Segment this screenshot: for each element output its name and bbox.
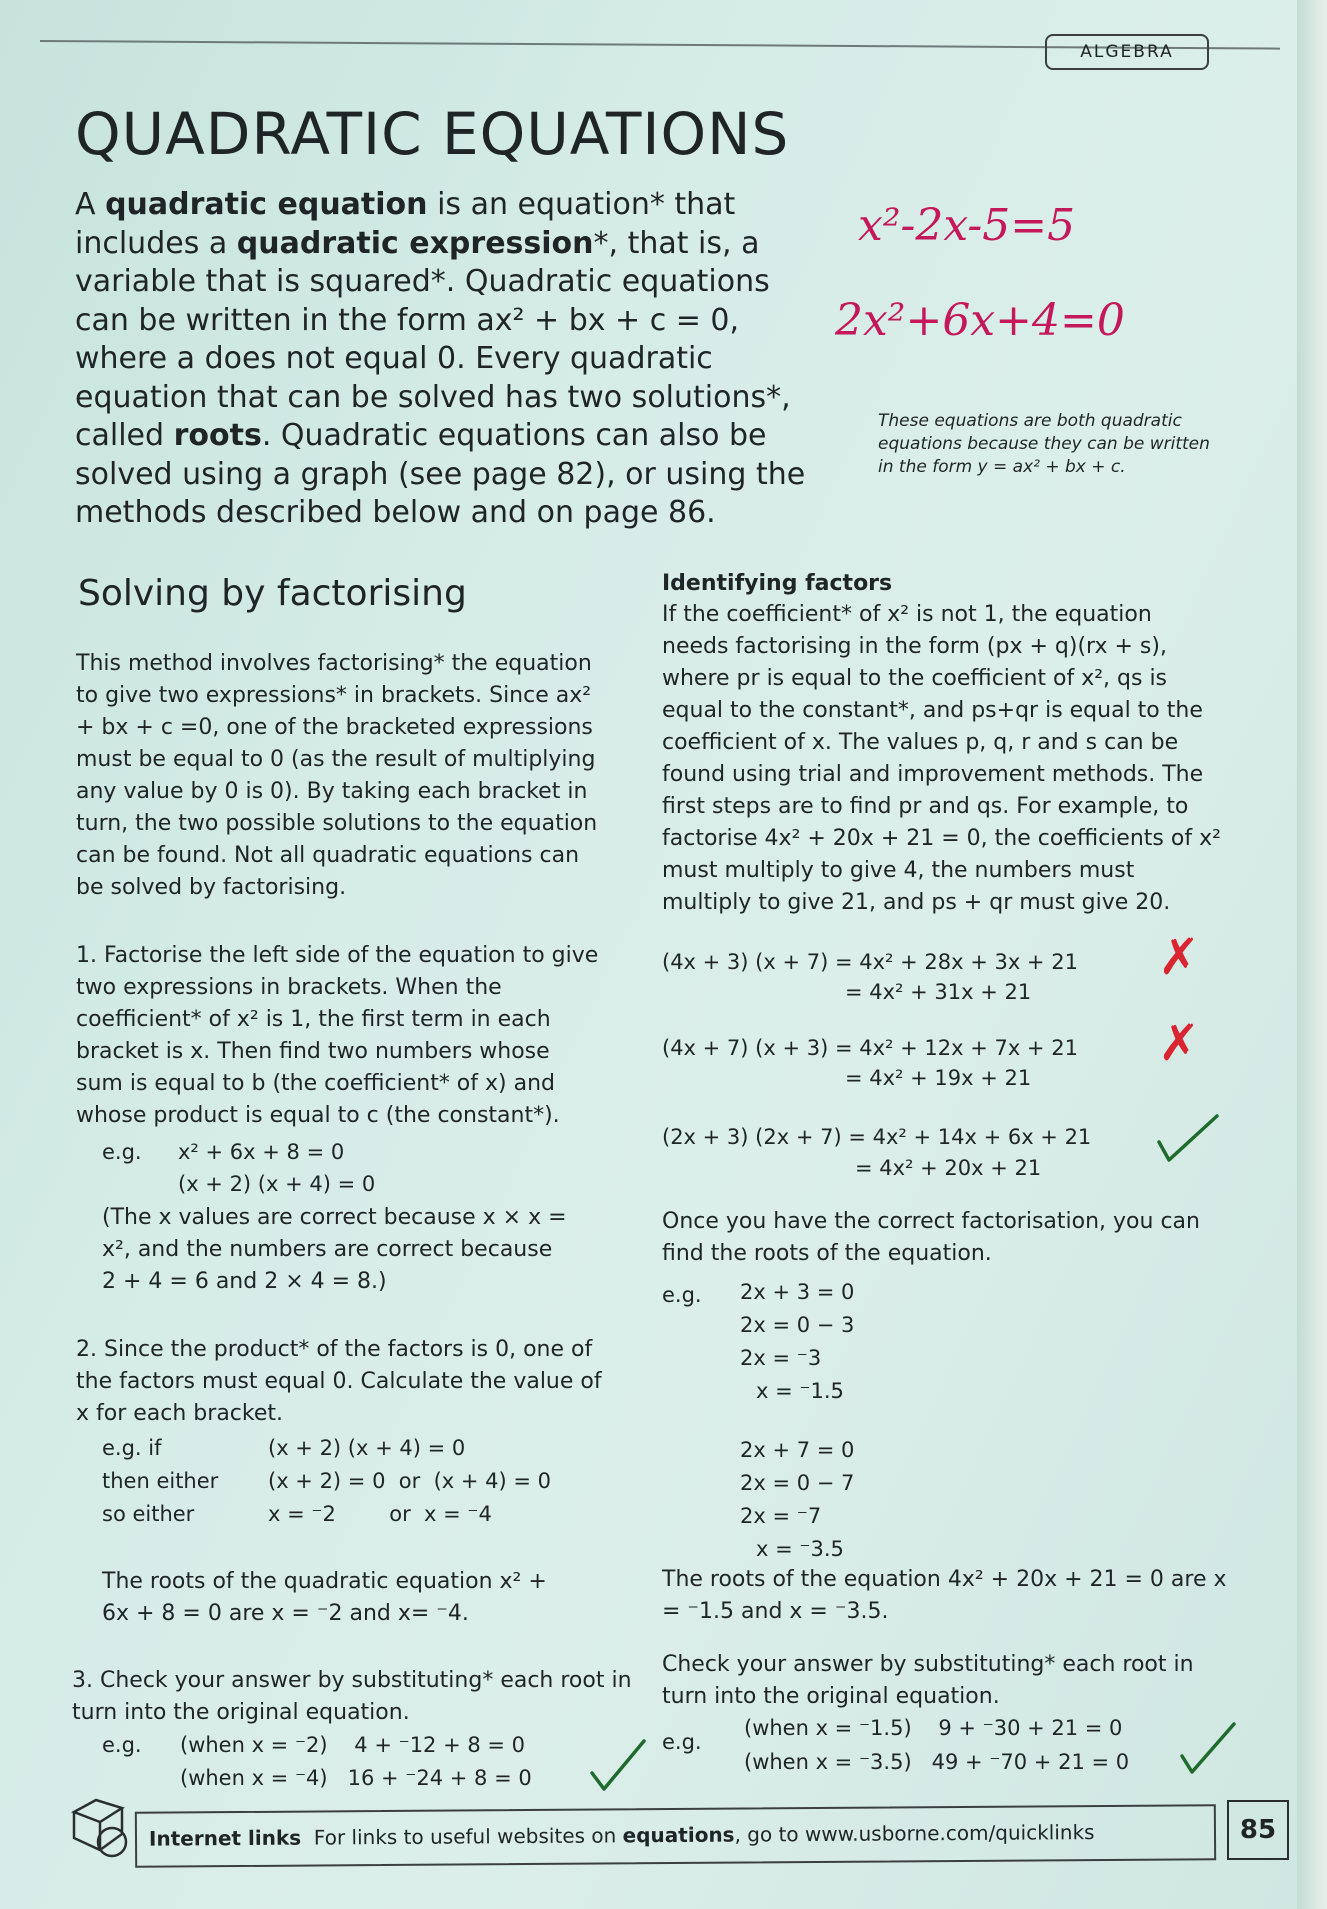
solve-2-line-1: 2x + 7 = 0 bbox=[740, 1438, 855, 1462]
step-1-note: (The x values are correct because x × x = x², and the numbers are correct because 2 + 4 = 6 and 2 × 4 = 8.) bbox=[102, 1205, 567, 1294]
solve-2-line-4: x = ⁻3.5 bbox=[756, 1537, 844, 1561]
step-1: 1. Factorise the left side of the equation to give two expressions in brackets. When the coefficient* of x² is 1, the first term in each bracket is x. Then find two numbers whose sum is equal to b (the coefficient* of x) and whose product is equal to c (the constant*). bbox=[76, 943, 599, 1128]
internet-links-footer: Internet links For links to useful websites on equations, go to www.usborne.com/quicklinks bbox=[135, 1804, 1216, 1868]
step-2-label-1: e.g. if bbox=[102, 1436, 162, 1460]
solve-1-line-3: 2x = ⁻3 bbox=[740, 1346, 822, 1370]
step-1-eq-2: (x + 2) (x + 4) = 0 bbox=[178, 1172, 376, 1196]
step-3-eq-2: (when x = ⁻4) 16 + ⁻24 + 8 = 0 bbox=[180, 1766, 532, 1790]
step-2-label-3: so either bbox=[102, 1502, 195, 1526]
trial-2-line-1: (4x + 7) (x + 3) = 4x² + 12x + 7x + 21 bbox=[662, 1036, 1078, 1060]
solve-1-line-2: 2x = 0 − 3 bbox=[740, 1313, 855, 1337]
check-eq-2: (when x = ⁻3.5) 49 + ⁻70 + 21 = 0 bbox=[744, 1750, 1130, 1774]
section-heading-identifying: Identifying factors bbox=[662, 571, 893, 596]
step-2-label-2: then either bbox=[102, 1469, 219, 1493]
step-2: 2. Since the product* of the factors is 0, one of the factors must equal 0. Calculate the value of x for each bracket. bbox=[76, 1337, 602, 1426]
section-tag: ALGEBRA bbox=[1045, 34, 1209, 70]
step-2-eq-2: (x + 2) = 0 or (x + 4) = 0 bbox=[268, 1469, 552, 1493]
handwritten-equation-2: 2x²+6x+4=0 bbox=[835, 295, 1125, 346]
step-3-eq-1: (when x = ⁻2) 4 + ⁻12 + 8 = 0 bbox=[180, 1733, 526, 1757]
trial-2-line-2: = 4x² + 19x + 21 bbox=[845, 1066, 1032, 1090]
page-number: 85 bbox=[1227, 1800, 1289, 1860]
step-2-eq-1: (x + 2) (x + 4) = 0 bbox=[268, 1436, 466, 1460]
page-edge bbox=[1297, 0, 1327, 1909]
step-3: 3. Check your answer by substituting* each root in turn into the original equation. bbox=[72, 1668, 632, 1725]
trial-1-line-2: = 4x² + 31x + 21 bbox=[845, 980, 1032, 1004]
solve-2-line-2: 2x = 0 − 7 bbox=[740, 1471, 855, 1495]
once-paragraph: Once you have the correct factorisation, you can find the roots of the equation. bbox=[662, 1209, 1200, 1266]
trial-3-line-2: = 4x² + 20x + 21 bbox=[855, 1156, 1042, 1180]
cube-link-icon bbox=[66, 1790, 140, 1864]
identifying-paragraph: If the coefficient* of x² is not 1, the equation needs factorising in the form (px + q)(rx + s), where pr is equal to the coefficient of x², qs is equal to the constant*, and ps+qr is equal to the coefficient of x. The values p, q, r and s can be found using trial and improvement methods. The first steps are to find pr and qs. For example, to factorise 4x² + 20x + 21 = 0, the coefficients of x² must multiply to give 4, the numbers must multiply to give 21, and ps + qr must give 20. bbox=[662, 602, 1221, 915]
wrong-mark-icon: ✗ bbox=[1158, 928, 1200, 986]
check-mark-icon bbox=[588, 1735, 648, 1795]
trial-1-line-1: (4x + 3) (x + 7) = 4x² + 28x + 3x + 21 bbox=[662, 950, 1078, 974]
right-check: Check your answer by substituting* each root in turn into the original equation. bbox=[662, 1652, 1194, 1709]
check-mark-icon bbox=[1155, 1112, 1221, 1166]
solve-1-line-4: x = ⁻1.5 bbox=[756, 1379, 844, 1403]
left-roots: The roots of the quadratic equation x² + 6x + 8 = 0 are x = ⁻2 and x= ⁻4. bbox=[102, 1569, 547, 1626]
page-title: QUADRATIC EQUATIONS bbox=[75, 100, 790, 168]
solve-1-line-1: 2x + 3 = 0 bbox=[740, 1280, 855, 1304]
trial-3-line-1: (2x + 3) (2x + 7) = 4x² + 14x + 6x + 21 bbox=[662, 1125, 1092, 1149]
check-mark-icon bbox=[1178, 1720, 1238, 1778]
intro-paragraph: A quadratic equation is an equation* that includes a quadratic expression*, that is, a variable that is squared*. Quadratic equations can be written in the form ax² + bx + c = 0, where a does not equal 0. Every quadratic equation that can be solved has two solutions*, called roots. Quadratic equations can also be solved using a graph (see page 82), or using the methods described below and on page 86. bbox=[75, 187, 806, 530]
step-1-eq-1: x² + 6x + 8 = 0 bbox=[178, 1140, 345, 1164]
handwritten-equation-1: x²-2x-5=5 bbox=[858, 200, 1076, 251]
check-label: e.g. bbox=[662, 1730, 702, 1754]
handwriting-caption: These equations are both quadratic equations because they can be written in the form y = ax² + bx + c. bbox=[878, 411, 1210, 477]
step-1-eg-label: e.g. bbox=[102, 1140, 142, 1164]
solve-2-line-3: 2x = ⁻7 bbox=[740, 1504, 822, 1528]
factorising-paragraph: This method involves factorising* the equation to give two expressions* in brackets. Since ax² + bx + c =0, one of the bracketed expressions must be equal to 0 (as the result of multiplying any value by 0 is 0). By taking each bracket in turn, the two possible solutions to the equation can be found. Not all quadratic equations can be solved by factorising. bbox=[76, 651, 598, 900]
section-heading-factorising: Solving by factorising bbox=[78, 573, 467, 614]
wrong-mark-icon: ✗ bbox=[1158, 1014, 1200, 1072]
step-3-label: e.g. bbox=[102, 1733, 142, 1757]
right-roots: The roots of the equation 4x² + 20x + 21 = 0 are x = ⁻1.5 and x = ⁻3.5. bbox=[662, 1567, 1227, 1624]
solve-label: e.g. bbox=[662, 1283, 702, 1307]
check-eq-1: (when x = ⁻1.5) 9 + ⁻30 + 21 = 0 bbox=[744, 1716, 1123, 1740]
step-2-eq-3: x = ⁻2 or x = ⁻4 bbox=[268, 1502, 492, 1526]
